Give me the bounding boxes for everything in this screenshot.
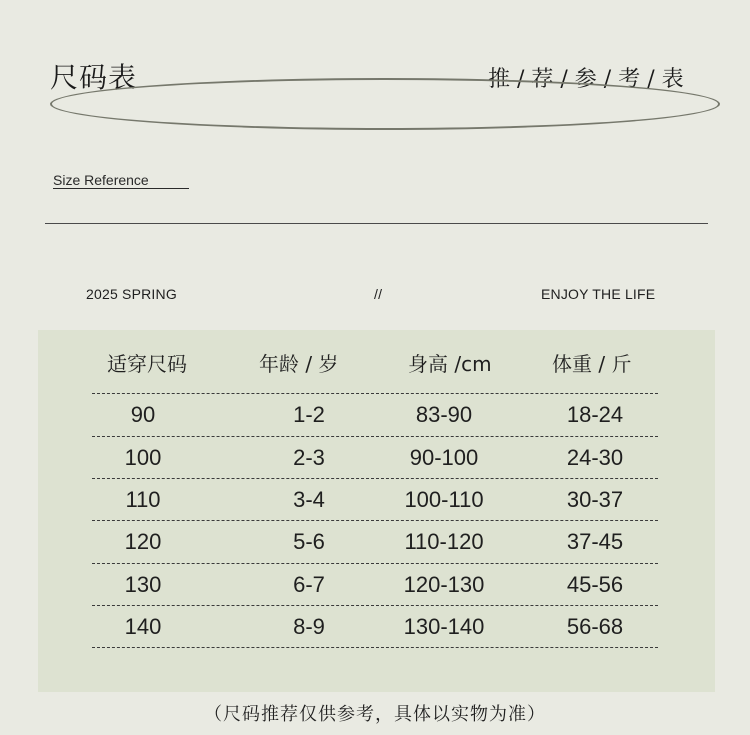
table-row-divider (92, 647, 658, 648)
cell-height: 110-120 (404, 529, 484, 554)
page-title: 尺码表 (50, 61, 138, 94)
cell-age: 5-6 (293, 529, 325, 554)
tagline-right: ENJOY THE LIFE (541, 286, 656, 302)
cell-size: 110 (125, 487, 161, 512)
table-row-divider (92, 478, 658, 479)
cell-age: 2-3 (293, 445, 325, 470)
cell-weight: 24-30 (566, 445, 624, 470)
cell-age: 3-4 (293, 487, 325, 512)
cell-size: 120 (124, 529, 162, 554)
header-divider (45, 223, 708, 224)
cell-height: 100-110 (404, 487, 484, 512)
table-row-divider (92, 393, 658, 394)
table-header-height: 身高 /cm (408, 352, 492, 376)
cell-size: 140 (124, 614, 162, 639)
table-row-divider (92, 436, 658, 437)
cell-age: 8-9 (293, 614, 325, 639)
table-header-age: 年龄 / 岁 (259, 352, 339, 376)
table-header-size: 适穿尺码 (107, 352, 187, 376)
table-row-divider (92, 563, 658, 564)
cell-height: 90-100 (409, 445, 479, 470)
page-subtitle: 推 / 荐 / 参 / 考 / 表 (488, 67, 684, 92)
cell-size: 100 (124, 445, 162, 470)
cell-height: 130-140 (403, 614, 485, 639)
cell-size: 130 (124, 572, 162, 597)
cell-size: 90 (130, 402, 156, 427)
cell-height: 83-90 (415, 402, 473, 427)
tagline-left: 2025 SPRING (86, 286, 177, 302)
cell-weight: 30-37 (566, 487, 624, 512)
size-reference-underline (53, 188, 189, 189)
disclaimer-note: （尺码推荐仅供参考，具体以实物为准） (204, 704, 546, 725)
tagline-middle: // (374, 286, 383, 302)
decorative-ellipse (50, 78, 720, 130)
cell-weight: 45-56 (566, 572, 624, 597)
cell-weight: 37-45 (566, 529, 624, 554)
table-header-weight: 体重 / 斤 (552, 352, 632, 376)
cell-age: 1-2 (293, 402, 325, 427)
table-row-divider (92, 520, 658, 521)
cell-weight: 56-68 (566, 614, 624, 639)
cell-height: 120-130 (403, 572, 485, 597)
cell-age: 6-7 (293, 572, 325, 597)
cell-weight: 18-24 (566, 402, 624, 427)
table-row-divider (92, 605, 658, 606)
size-reference-label: Size Reference (53, 172, 149, 188)
